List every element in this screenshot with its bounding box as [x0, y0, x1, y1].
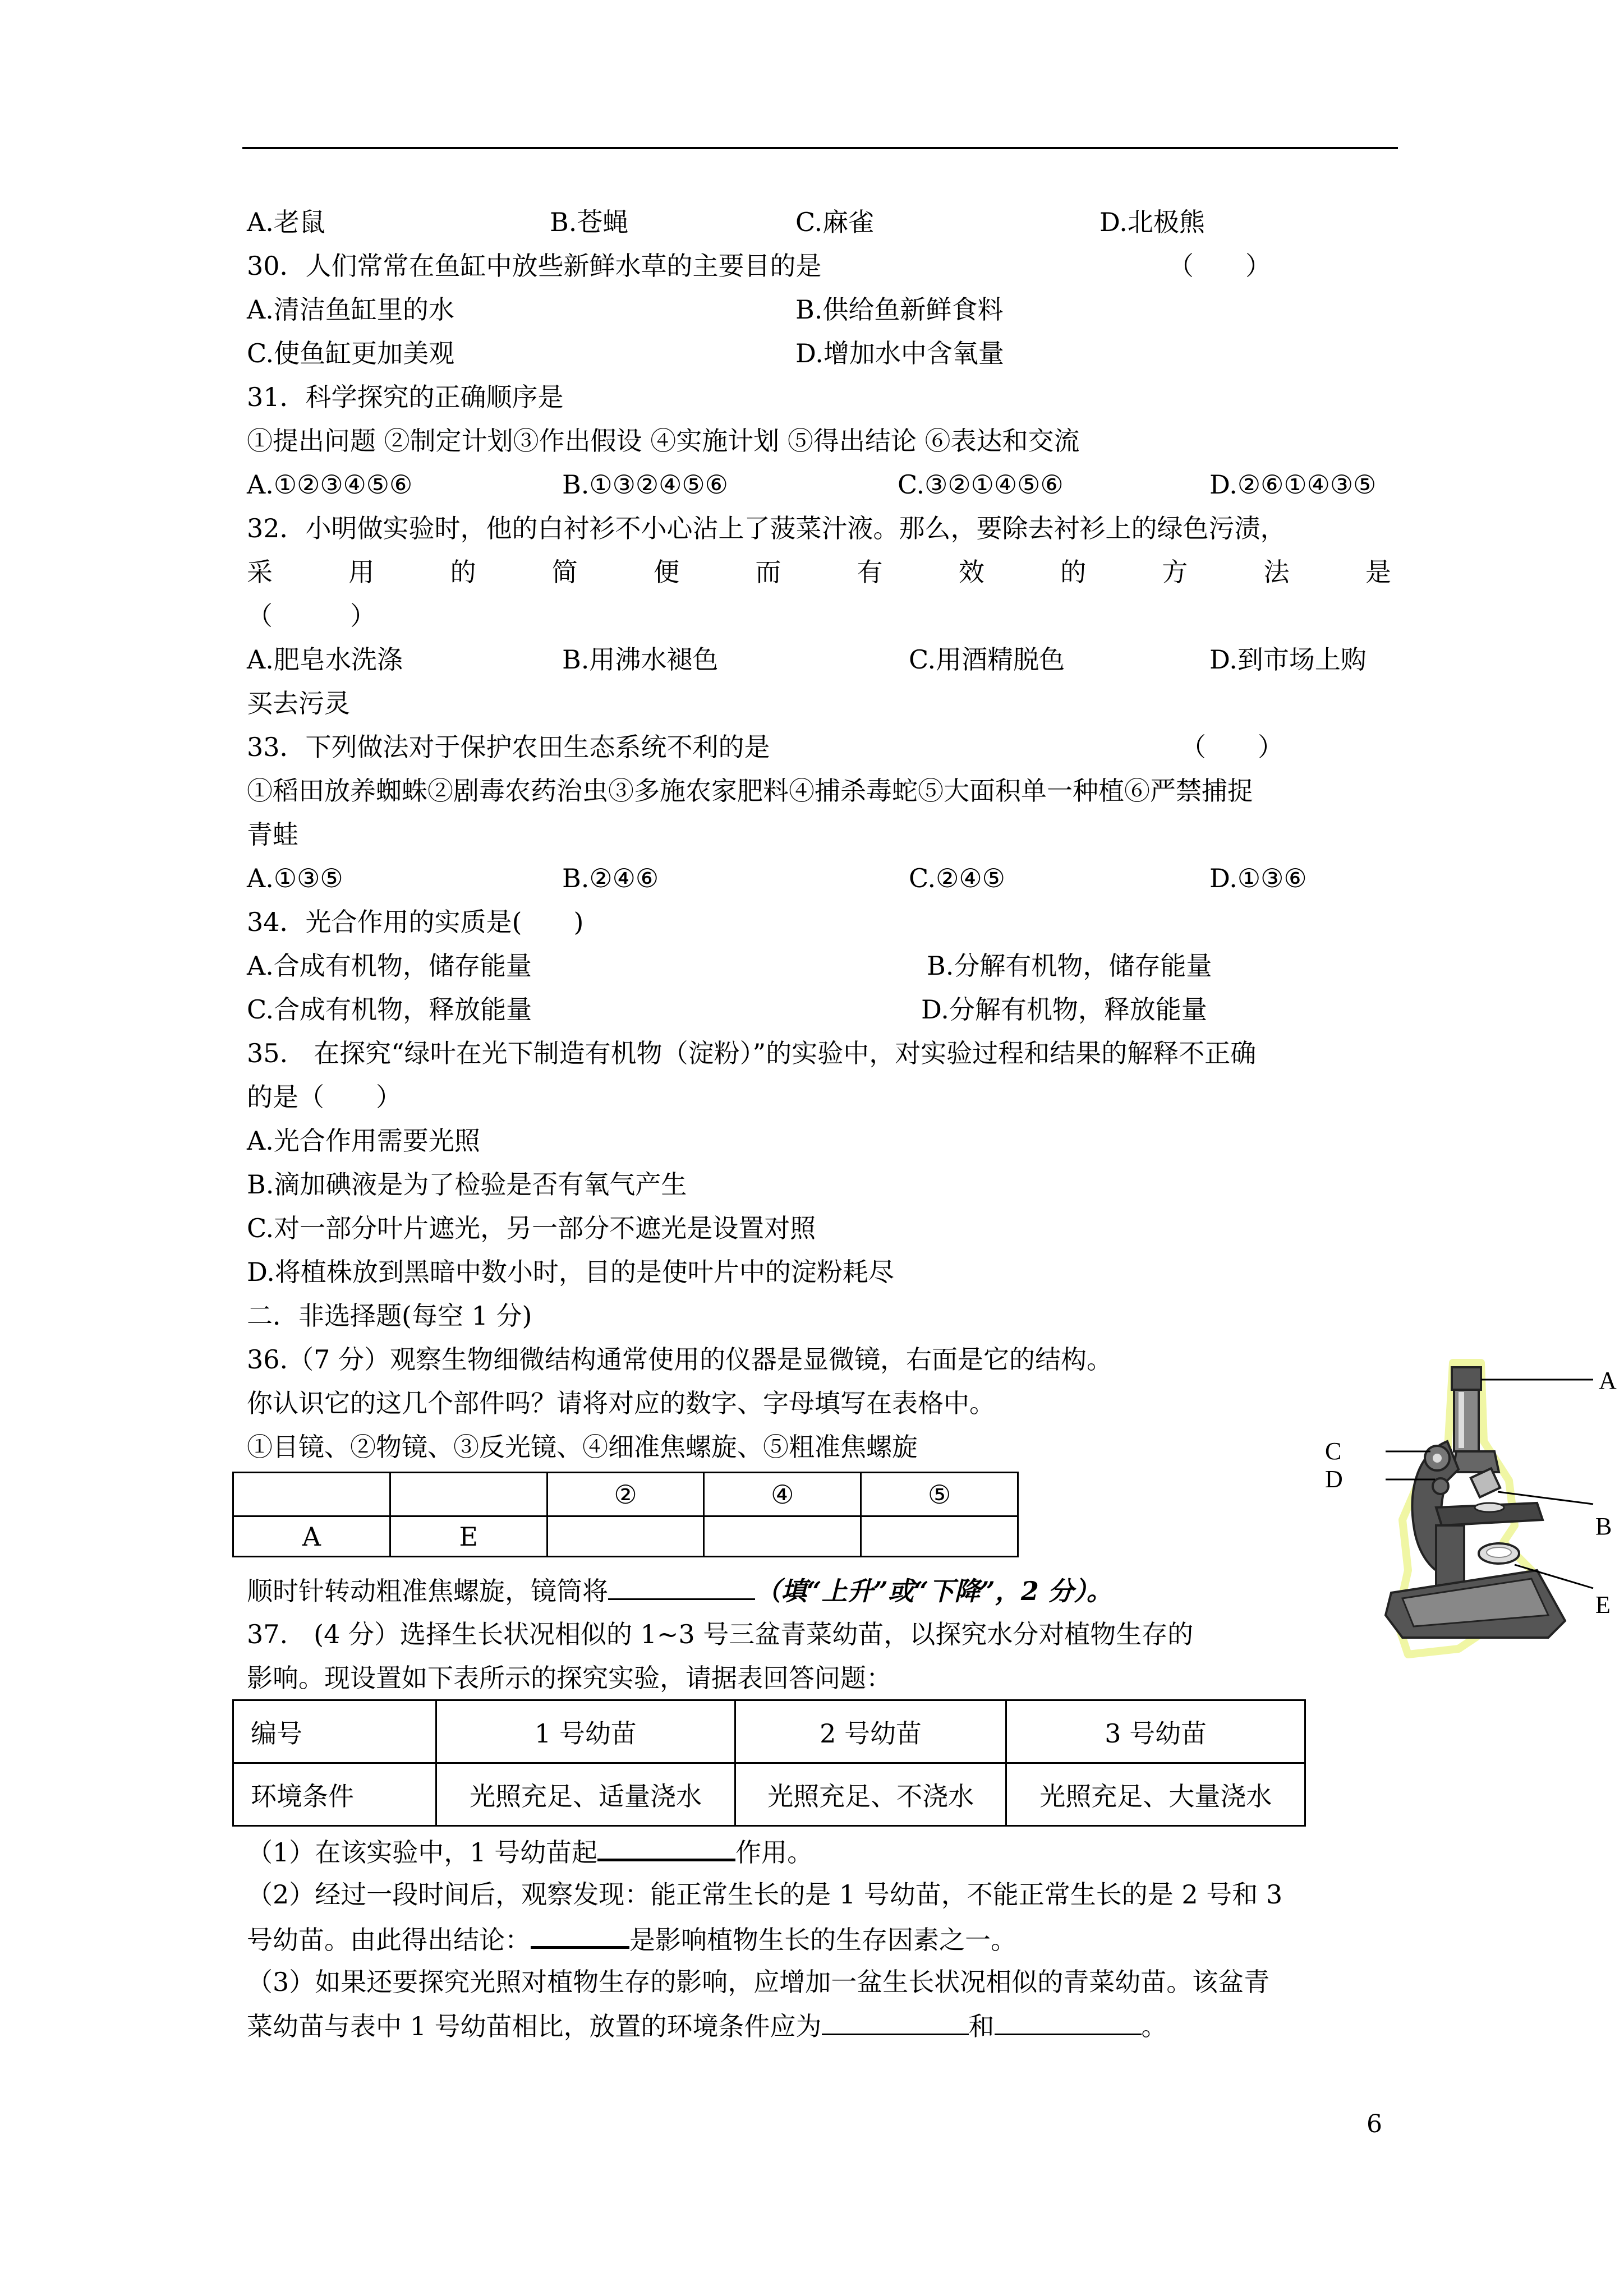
pillar — [1436, 1525, 1464, 1587]
q37-sub3-mid: 和 — [968, 2011, 995, 2041]
q37-header-cell: 3 号幼苗 — [1006, 1700, 1305, 1763]
q32-line1: 32．小明做实验时，他的白衬衫不小心沾上了菠菜汁液。那么，要除去衬衫上的绿色污渍， — [247, 513, 1286, 543]
q30-option-d: D.增加水中含氧量 — [795, 338, 1004, 368]
microscope-label-e: E — [1595, 1591, 1611, 1619]
q35-line1: 35. 在探究“绿叶在光下制造有机物（淀粉）”的实验中，对实验过程和结果的解释不正确 — [247, 1038, 1257, 1068]
q36-cell — [233, 1473, 390, 1516]
q32-option-c: C.用酒精脱色 — [909, 644, 1065, 675]
q30-paren: （ ） — [1168, 251, 1271, 281]
q36-cell — [704, 1516, 861, 1557]
q33-stem: 33．下列做法对于保护农田生态系统不利的是 — [247, 732, 770, 762]
q32-option-d-cont: 买去污灵 — [247, 688, 350, 718]
q33-option-d: D.①③⑥ — [1209, 863, 1307, 893]
q34-option-b: B.分解有机物，储存能量 — [927, 951, 1212, 981]
q30-option-a: A.清洁鱼缸里的水 — [247, 294, 454, 325]
q36-cell: ⑤ — [861, 1473, 1018, 1516]
q32-option-d: D.到市场上购 — [1209, 644, 1367, 675]
q37-sub3-line2 — [247, 2009, 1167, 2043]
q37-row-cell: 环境条件 — [233, 1763, 436, 1826]
q37-sub2-line2 — [247, 1921, 1016, 1957]
q36-cell: ④ — [704, 1473, 861, 1516]
q31-option-b: B.①③②④⑤⑥ — [562, 469, 728, 500]
mirror-glass — [1487, 1547, 1511, 1557]
q35-option-d: D.将植株放到黑暗中数小时，目的是使叶片中的淀粉耗尽 — [247, 1257, 894, 1287]
q37-sub2-line1: （2）经过一段时间后，观察发现：能正常生长的是 1 号幼苗，不能正常生长的是 2 号和 3 — [247, 1879, 1283, 1910]
q36-parts: ①目镜、②物镜、③反光镜、④细准焦螺旋、⑤粗准焦螺旋 — [247, 1432, 918, 1462]
tube-highlight — [1459, 1392, 1464, 1448]
q36-cell: A — [233, 1516, 390, 1557]
q37-sub3-pre: 菜幼苗与表中 1 号幼苗相比，放置的环境条件应为 — [247, 2011, 822, 2041]
q36-cell — [390, 1473, 547, 1516]
q34-option-a: A.合成有机物，储存能量 — [247, 951, 532, 981]
q37-header-cell: 1 号幼苗 — [436, 1700, 735, 1763]
q35-option-b: B.滴加碘液是为了检验是否有氧气产生 — [247, 1169, 687, 1200]
q32-char: 的 — [1060, 557, 1087, 587]
q32-char: 的 — [450, 557, 476, 587]
q30-option-c: C.使鱼缸更加美观 — [247, 338, 455, 368]
q37-sub1-blank[interactable] — [597, 1834, 735, 1861]
q37-header-cell: 编号 — [233, 1700, 436, 1763]
q36-after-line — [247, 1574, 1112, 1608]
q32-option-a: A.肥皂水洗涤 — [247, 644, 403, 675]
coarse-knob-center — [1433, 1454, 1442, 1463]
q37-table — [232, 1699, 1306, 1827]
eyepiece — [1452, 1367, 1481, 1390]
q32-char: 方 — [1162, 557, 1188, 587]
q36-table — [232, 1472, 1019, 1557]
q33-option-b: B.②④⑥ — [562, 863, 659, 893]
section-heading: 二．非选择题(每空 1 分) — [247, 1301, 532, 1331]
q31-stem: 31．科学探究的正确顺序是 — [247, 382, 564, 412]
q36-answer-blank[interactable] — [608, 1574, 755, 1600]
q32-char: 简 — [551, 557, 578, 587]
q36-after-post: （填“上升”或“下降”，2 分）。 — [755, 1576, 1112, 1606]
q37-line2: 影响。现设置如下表所示的探究实验，请据表回答问题： — [247, 1663, 892, 1693]
q32-char: 而 — [755, 557, 781, 587]
q36-line1: 36.（7 分）观察生物细微结构通常使用的仪器是显微镜，右面是它的结构。 — [247, 1344, 1113, 1375]
body-tube — [1454, 1390, 1479, 1451]
q32-char: 是 — [1365, 557, 1391, 587]
microscope-label-b: B — [1595, 1513, 1612, 1540]
q37-sub1-post: 作用。 — [735, 1837, 813, 1868]
q34-option-c: C.合成有机物，释放能量 — [247, 994, 532, 1025]
q36-cell: ② — [547, 1473, 704, 1516]
q30-option-b: B.供给鱼新鲜食料 — [795, 294, 1004, 325]
q37-sub1-pre: （1）在该实验中，1 号幼苗起 — [247, 1837, 598, 1868]
q34-option-d: D.分解有机物，释放能量 — [921, 994, 1207, 1025]
q33-items-line2: 青蛙 — [247, 819, 298, 850]
q31-option-a: A.①②③④⑤⑥ — [247, 469, 413, 500]
q37-sub3-blank-1[interactable] — [822, 2009, 969, 2035]
q37-sub3-blank-2[interactable] — [995, 2009, 1142, 2035]
microscope-figure — [1369, 1357, 1616, 1705]
q35-option-c: C.对一部分叶片遮光，另一部分不遮光是设置对照 — [247, 1213, 816, 1243]
q33-items-line1: ①稻田放养蜘蛛②剧毒农药治虫③多施农家肥料④捕杀毒蛇⑤大面积单一种植⑥严禁捕捉 — [247, 776, 1253, 806]
q29-option-c: C.麻雀 — [795, 207, 875, 237]
page-number: 6 — [1367, 2110, 1382, 2138]
microscope-label-d: D — [1325, 1465, 1343, 1493]
q32-option-b: B.用沸水褪色 — [562, 644, 719, 675]
q32-paren: （ ） — [247, 601, 376, 631]
q31-option-c: C.③②①④⑤⑥ — [898, 469, 1064, 500]
fine-knob — [1433, 1478, 1448, 1494]
q32-char: 有 — [857, 557, 883, 587]
q37-sub3-post: 。 — [1141, 2011, 1167, 2041]
q36-cell — [547, 1516, 704, 1557]
q37-row-cell: 光照充足、不浇水 — [735, 1763, 1006, 1826]
q32-char: 采 — [247, 557, 273, 587]
q29-option-a: A.老鼠 — [247, 207, 325, 237]
q35-line2: 的是（ ） — [247, 1082, 402, 1112]
q31-option-d: D.②⑥①④③⑤ — [1209, 469, 1377, 500]
q37-sub3-line1: （3）如果还要探究光照对植物生存的影响，应增加一盆生长状况相似的青菜幼苗。该盆青 — [247, 1967, 1270, 1997]
q35-option-a: A.光合作用需要光照 — [247, 1126, 480, 1156]
q32-char: 效 — [958, 557, 984, 587]
q37-row-cell: 光照充足、大量浇水 — [1006, 1763, 1305, 1826]
q37-sub1 — [247, 1834, 813, 1869]
q29-option-b: B.苍蝇 — [550, 207, 629, 237]
q29-option-d: D.北极熊 — [1099, 207, 1205, 237]
microscope-label-a: A — [1599, 1367, 1617, 1394]
q36-line2: 你认识它的这几个部件吗？请将对应的数字、字母填写在表格中。 — [247, 1388, 995, 1418]
stage-hole — [1475, 1503, 1504, 1512]
header-rule — [242, 147, 1398, 149]
q32-char: 法 — [1263, 557, 1290, 587]
q37-header-cell: 2 号幼苗 — [735, 1700, 1006, 1763]
q32-char: 用 — [348, 557, 375, 587]
q33-option-c: C.②④⑤ — [909, 863, 1005, 893]
q33-option-a: A.①③⑤ — [247, 863, 343, 893]
q32-line2 — [247, 555, 1391, 589]
q36-cell — [861, 1516, 1018, 1557]
microscope-label-c: C — [1325, 1437, 1342, 1465]
q37-sub2-blank[interactable] — [531, 1921, 629, 1949]
q32-char: 便 — [654, 557, 680, 587]
q30-stem: 30．人们常常在鱼缸中放些新鲜水草的主要目的是 — [247, 251, 822, 281]
q37-row-cell: 光照充足、适量浇水 — [436, 1763, 735, 1826]
q34-stem: 34．光合作用的实质是( ) — [247, 907, 584, 937]
q36-after-pre: 顺时针转动粗准焦螺旋，镜筒将 — [247, 1576, 608, 1606]
q37-sub2-pre: 号幼苗。由此得出结论： — [247, 1925, 531, 1955]
q37-sub2-post: 是影响植物生长的生存因素之一。 — [629, 1925, 1016, 1955]
q31-steps: ①提出问题 ②制定计划③作出假设 ④实施计划 ⑤得出结论 ⑥表达和交流 — [247, 426, 1080, 456]
q37-line1: 37. (4 分）选择生长状况相似的 1~3 号三盆青菜幼苗，以探究水分对植物生存的 — [247, 1619, 1194, 1649]
q33-paren: （ ） — [1180, 732, 1283, 762]
q36-cell: E — [390, 1516, 547, 1557]
